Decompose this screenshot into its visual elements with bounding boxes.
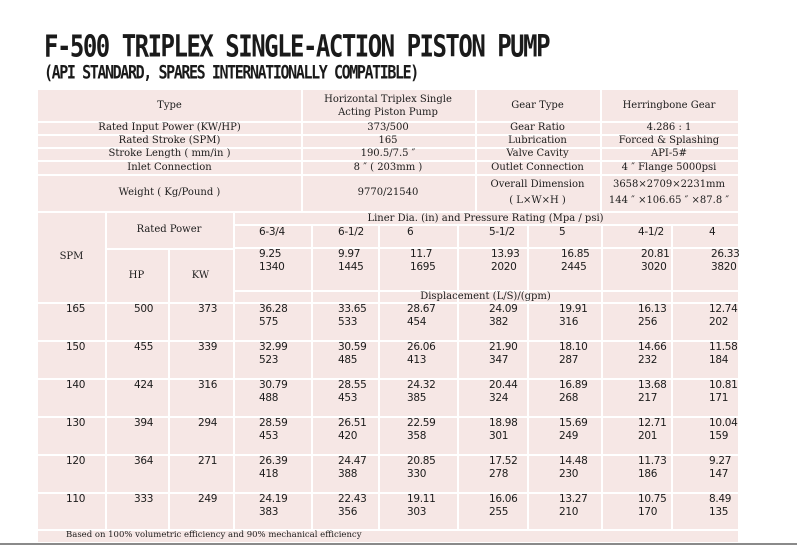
displacement-ls: 18.98 <box>489 417 518 429</box>
spec-value-outlet: 4 ″ Flange 5000psi <box>621 161 717 173</box>
pressure-mpa: 13.93 <box>491 248 520 260</box>
pressure-mpa: 26.33 <box>711 248 740 260</box>
displacement-ls: 36.28 <box>259 303 288 315</box>
kw-value: 294 <box>198 417 218 429</box>
displacement-gpm: 135 <box>709 506 729 518</box>
displacement-gpm: 147 <box>709 468 729 480</box>
displacement-gpm: 330 <box>407 468 427 480</box>
hp-value: 364 <box>134 455 154 467</box>
kw-value: 249 <box>198 493 218 505</box>
spec-label-rated-stroke: Rated Stroke (SPM) <box>118 135 221 146</box>
displacement-ls: 16.13 <box>638 303 667 315</box>
displacement-gpm: 301 <box>489 430 509 442</box>
displacement-ls: 28.55 <box>338 379 367 391</box>
displacement-ls: 13.27 <box>559 493 588 505</box>
displacement-ls: 22.59 <box>407 417 436 429</box>
displacement-ls: 28.59 <box>259 417 288 429</box>
spec-value-inlet: 8 ″ ( 203mm ) <box>353 161 423 173</box>
pressure-mpa: 9.97 <box>338 248 361 260</box>
kw-header: KW <box>191 269 210 281</box>
displacement-gpm: 249 <box>559 430 579 442</box>
displacement-gpm: 201 <box>638 430 658 442</box>
displacement-ls: 33.65 <box>338 303 367 315</box>
displacement-ls: 30.59 <box>338 341 367 353</box>
spec-label-inlet: Inlet Connection <box>127 161 212 173</box>
spec-value-lubrication: Forced & Splashing <box>618 135 720 146</box>
dimension-label-line1: Overall Dimension <box>490 178 585 190</box>
pressure-psi: 3820 <box>711 261 737 273</box>
displacement-ls: 20.85 <box>407 455 436 467</box>
displacement-gpm: 316 <box>559 316 579 328</box>
spec-label-valve-cavity: Valve Cavity <box>506 148 569 159</box>
displacement-ls: 12.74 <box>709 303 738 315</box>
displacement-gpm: 278 <box>489 468 509 480</box>
displacement-ls: 12.71 <box>638 417 667 429</box>
liner-size: 5-1/2 <box>489 226 515 238</box>
displacement-gpm: 303 <box>407 506 427 518</box>
pressure-psi: 1445 <box>338 261 364 273</box>
hp-value: 500 <box>134 303 154 315</box>
liner-size: 4-1/2 <box>638 226 664 238</box>
type-label: Type <box>157 100 182 111</box>
displacement-ls: 14.66 <box>638 341 667 353</box>
type-value-line2: Acting Piston Pump <box>338 106 438 118</box>
spec-label-outlet: Outlet Connection <box>491 161 584 173</box>
displacement-ls: 16.89 <box>559 379 588 391</box>
displacement-gpm: 382 <box>489 316 509 328</box>
displacement-ls: 15.69 <box>559 417 588 429</box>
spec-value-stroke-length: 190.5/7.5 ″ <box>360 148 416 159</box>
displacement-ls: 24.47 <box>338 455 367 467</box>
displacement-ls: 26.39 <box>259 455 288 467</box>
displacement-gpm: 383 <box>259 506 279 518</box>
displacement-ls: 16.06 <box>489 493 518 505</box>
displacement-ls: 26.51 <box>338 417 367 429</box>
weight-value: 9770/21540 <box>357 187 419 198</box>
gear-type-label: Gear Type <box>511 100 564 111</box>
weight-label: Weight ( Kg/Pound ) <box>118 187 221 198</box>
displacement-gpm: 324 <box>489 392 509 404</box>
spm-value: 165 <box>66 303 86 315</box>
pressure-mpa: 16.85 <box>561 248 590 260</box>
displacement-gpm: 184 <box>709 354 729 366</box>
liner-size: 6-1/2 <box>338 226 364 238</box>
displacement-gpm: 488 <box>259 392 279 404</box>
displacement-ls: 11.73 <box>638 455 667 467</box>
dimension-label <box>475 174 600 211</box>
displacement-gpm: 347 <box>489 354 509 366</box>
pressure-psi: 2445 <box>561 261 587 273</box>
displacement-ls: 24.09 <box>489 303 518 315</box>
displacement-gpm: 171 <box>709 392 729 404</box>
hp-value: 455 <box>134 341 154 353</box>
displacement-gpm: 485 <box>338 354 358 366</box>
spec-value-input-power: 373/500 <box>367 122 409 133</box>
displacement-ls: 8.49 <box>709 493 732 505</box>
displacement-gpm: 287 <box>559 354 579 366</box>
displacement-ls: 20.44 <box>489 379 518 391</box>
displacement-gpm: 413 <box>407 354 427 366</box>
kw-value: 316 <box>198 379 218 391</box>
spec-sheet <box>38 90 738 542</box>
kw-value: 373 <box>198 303 218 315</box>
displacement-ls: 10.04 <box>709 417 738 429</box>
displacement-gpm: 454 <box>407 316 427 328</box>
pressure-psi: 2020 <box>491 261 517 273</box>
displacement-ls: 10.81 <box>709 379 738 391</box>
displacement-gpm: 575 <box>259 316 279 328</box>
displacement-ls: 32.99 <box>259 341 288 353</box>
displacement-gpm: 453 <box>259 430 279 442</box>
spm-value: 120 <box>66 455 86 467</box>
displacement-ls: 9.27 <box>709 455 732 467</box>
displacement-ls: 30.79 <box>259 379 288 391</box>
liner-size: 6-3/4 <box>259 226 285 238</box>
dimension-value-line1: 3658×2709×2231mm <box>612 178 726 190</box>
displacement-ls: 22.43 <box>338 493 367 505</box>
displacement-ls: 21.90 <box>489 341 518 353</box>
displacement-gpm: 217 <box>638 392 658 404</box>
spm-value: 140 <box>66 379 86 391</box>
displacement-gpm: 230 <box>559 468 579 480</box>
displacement-gpm: 385 <box>407 392 427 404</box>
displacement-ls: 17.52 <box>489 455 518 467</box>
displacement-header: Displacement (L/S)/(gpm) <box>420 291 551 302</box>
hp-header: HP <box>128 269 145 281</box>
footnote: Based on 100% volumetric efficiency and 90% mechanical efficiency <box>66 530 362 540</box>
displacement-gpm: 418 <box>259 468 279 480</box>
displacement-gpm: 256 <box>638 316 658 328</box>
displacement-ls: 13.68 <box>638 379 667 391</box>
hp-value: 424 <box>134 379 154 391</box>
displacement-ls: 28.67 <box>407 303 436 315</box>
spm-header: SPM <box>59 250 84 262</box>
type-value-line1: Horizontal Triplex Single <box>324 93 452 105</box>
pressure-mpa: 9.25 <box>259 248 282 260</box>
spec-label-lubrication: Lubrication <box>508 135 567 146</box>
displacement-gpm: 232 <box>638 354 658 366</box>
displacement-gpm: 453 <box>338 392 358 404</box>
displacement-ls: 19.91 <box>559 303 588 315</box>
page-title: F-500 TRIPLEX SINGLE-ACTION PISTON PUMP <box>44 29 550 64</box>
hp-value: 394 <box>134 417 154 429</box>
spec-label-input-power: Rated Input Power (KW/HP) <box>98 122 241 133</box>
displacement-ls: 26.06 <box>407 341 436 353</box>
displacement-gpm: 420 <box>338 430 358 442</box>
kw-value: 271 <box>198 455 218 467</box>
page-subtitle: (API STANDARD, SPARES INTERNATIONALLY COMPATIBLE) <box>44 61 418 84</box>
kw-value: 339 <box>198 341 218 353</box>
displacement-gpm: 159 <box>709 430 729 442</box>
spm-value: 150 <box>66 341 86 353</box>
pressure-mpa: 20.81 <box>641 248 670 260</box>
spec-value-valve-cavity: API-5# <box>650 148 688 159</box>
displacement-gpm: 186 <box>638 468 658 480</box>
bottom-divider <box>0 543 797 545</box>
displacement-ls: 24.32 <box>407 379 436 391</box>
displacement-ls: 24.19 <box>259 493 288 505</box>
spm-value: 130 <box>66 417 86 429</box>
spec-value-rated-stroke: 165 <box>378 135 398 146</box>
hp-value: 333 <box>134 493 154 505</box>
spm-value: 110 <box>66 493 86 505</box>
pressure-psi: 3020 <box>641 261 667 273</box>
pressure-psi: 1340 <box>259 261 285 273</box>
pressure-mpa: 11.7 <box>410 248 433 260</box>
displacement-gpm: 210 <box>559 506 579 518</box>
displacement-gpm: 358 <box>407 430 427 442</box>
displacement-gpm: 268 <box>559 392 579 404</box>
rated-power-header: Rated Power <box>136 223 202 235</box>
displacement-ls: 14.48 <box>559 455 588 467</box>
displacement-ls: 11.58 <box>709 341 738 353</box>
liner-size: 6 <box>407 226 414 238</box>
displacement-ls: 18.10 <box>559 341 588 353</box>
displacement-gpm: 202 <box>709 316 729 328</box>
dimension-value-line2: 144 ″ ×106.65 ″ ×87.8 ″ <box>608 194 730 206</box>
type-value <box>301 90 475 121</box>
liner-size: 4 <box>709 226 716 238</box>
displacement-ls: 19.11 <box>407 493 436 505</box>
displacement-gpm: 388 <box>338 468 358 480</box>
displacement-gpm: 523 <box>259 354 279 366</box>
displacement-gpm: 170 <box>638 506 658 518</box>
spec-label-stroke-length: Stroke Length ( mm/in ) <box>108 148 231 159</box>
displacement-gpm: 255 <box>489 506 509 518</box>
gear-type-value: Herringbone Gear <box>622 100 716 111</box>
displacement-ls: 10.75 <box>638 493 667 505</box>
dimension-value <box>600 174 738 211</box>
spec-value-gear-ratio: 4.286 : 1 <box>646 122 692 133</box>
spec-label-gear-ratio: Gear Ratio <box>510 122 565 133</box>
pressure-psi: 1695 <box>410 261 436 273</box>
displacement-gpm: 356 <box>338 506 358 518</box>
liner-header: Liner Dia. (in) and Pressure Rating (Mpa / psi) <box>367 212 604 224</box>
liner-size: 5 <box>559 226 566 238</box>
dimension-label-line2: ( L×W×H ) <box>509 194 566 206</box>
displacement-gpm: 533 <box>338 316 358 328</box>
